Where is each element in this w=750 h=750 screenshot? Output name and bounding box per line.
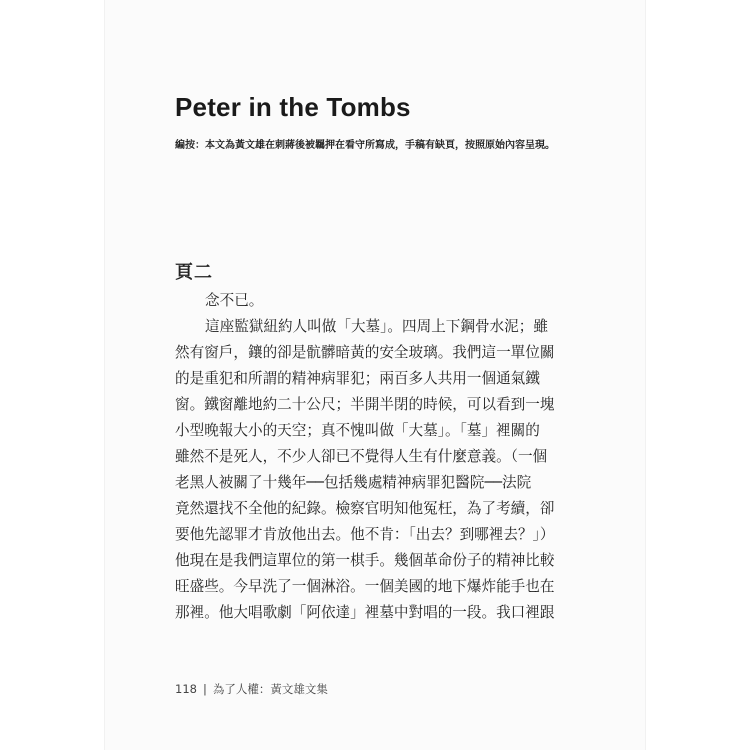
body-line: 雖然不是死人，不少人卻已不覺得人生有什麼意義。（一個 — [175, 448, 548, 465]
body-text — [175, 288, 585, 626]
body-line: 窗。鐵窗離地約二十公尺；半開半閉的時候，可以看到一塊 — [175, 396, 555, 413]
body-line: 那裡。他大唱歌劇「阿依達」裡墓中對唱的一段。我口裡跟 — [175, 604, 555, 621]
body-line: 小型晚報大小的天空；真不愧叫做「大墓」。「墓」裡關的 — [175, 422, 540, 439]
body-line: 要他先認罪才肯放他出去。他不肯：「出去？到哪裡去？」） — [175, 526, 555, 543]
section-heading: 頁二 — [175, 262, 213, 283]
body-line: 這座監獄紐約人叫做「大墓」。四周上下鋼骨水泥；雖 — [205, 318, 548, 335]
body-line: 的是重犯和所謂的精神病罪犯；兩百多人共用一個通氣鐵 — [175, 370, 540, 387]
page-footer — [175, 681, 328, 697]
body-line: 老黑人被關了十幾年──包括幾處精神病罪犯醫院──法院 — [175, 474, 532, 491]
footer-separator: | — [202, 682, 207, 696]
body-line: 竟然還找不全他的紀錄。檢察官明知他冤枉，為了考續，卻 — [175, 500, 555, 517]
body-line: 他現在是我們這單位的第一棋手。幾個革命份子的精神比較 — [175, 552, 555, 569]
page-title: Peter in the Tombs — [175, 92, 411, 122]
body-line: 旺盛些。今早洗了一個淋浴。一個美國的地下爆炸能手也在 — [175, 578, 555, 595]
editor-note: 編按：本文為黃文雄在刺蔣後被羈押在看守所寫成，手稿有缺頁，按照原始內容呈現。 — [175, 140, 555, 151]
page-number: 118 — [175, 682, 197, 696]
book-title: 為了人權：黃文雄文集 — [212, 682, 328, 696]
body-line: 念不已。 — [205, 292, 264, 309]
body-line: 然有窗戶，鑲的卻是骯髒暗黃的安全玻璃。我們這一單位關 — [175, 344, 555, 361]
